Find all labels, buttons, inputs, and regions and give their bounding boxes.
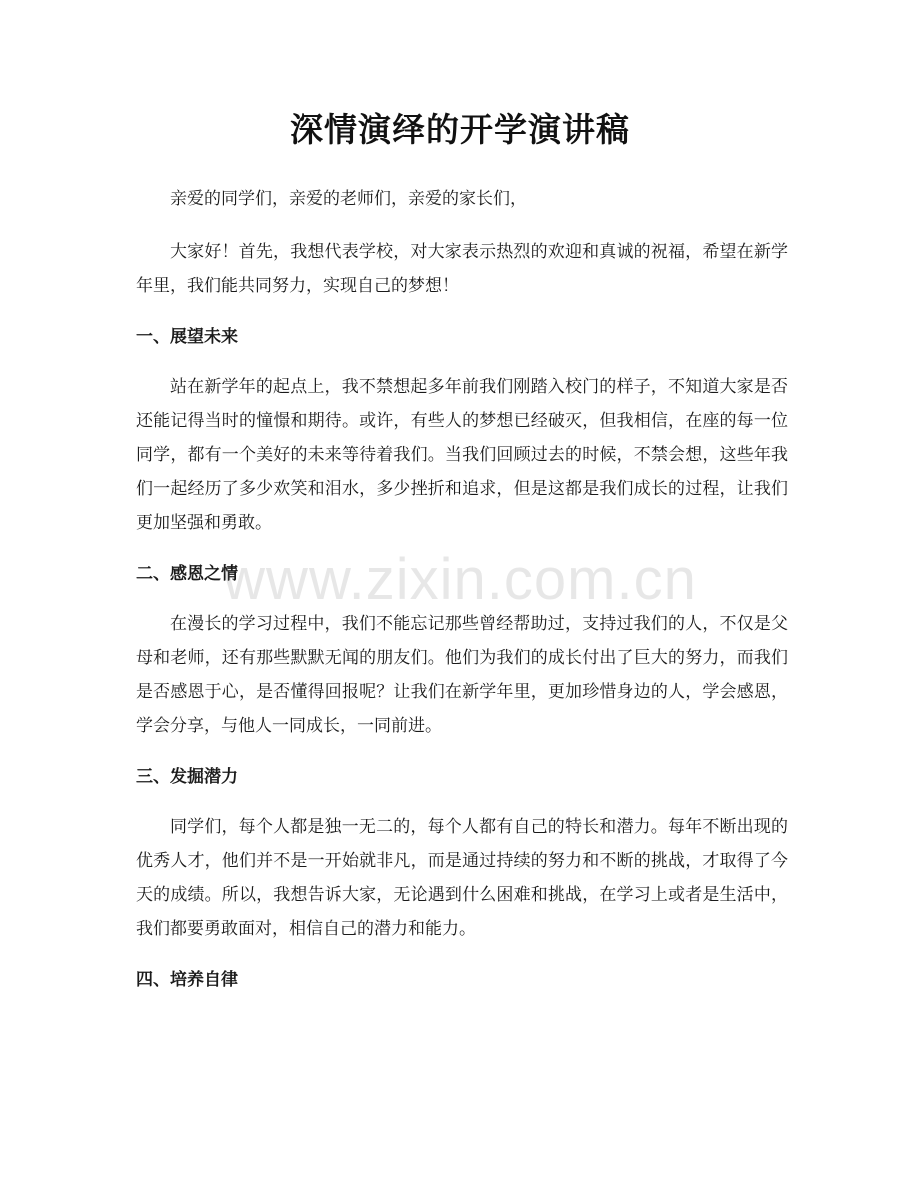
section-body-1: 站在新学年的起点上，我不禁想起多年前我们刚踏入校门的样子，不知道大家是否还能记得当时的憧憬和期待。或许，有些人的梦想已经破灭，但我相信，在座的每一位同学，都有一个美好的未来等待着我们。当我们回顾过去的时候，不禁会想，这些年我们一起经历了多少欢笑和泪水，多少挫折和追求，但是这都是我们成长的过程，让我们更加坚强和勇敢。 — [136, 377, 788, 533]
greeting-paragraph: 亲爱的同学们，亲爱的老师们，亲爱的家长们， — [170, 189, 527, 209]
section-heading-4: 四、培养自律 — [136, 970, 238, 990]
section-body-2: 在漫长的学习过程中，我们不能忘记那些曾经帮助过，支持过我们的人，不仅是父母和老师，还有那些默默无闻的朋友们。他们为我们的成长付出了巨大的努力，而我们是否感恩于心，是否懂得回报呢？让我们在新学年里，更加珍惜身边的人，学会感恩，学会分享，与他人一同成长，一同前进。 — [136, 614, 788, 736]
document-body — [136, 182, 788, 1013]
document-title: 深情演绎的开学演讲稿 — [290, 110, 630, 149]
watermark-text: www.zixin.com.cn — [223, 547, 697, 612]
section-heading-2: 二、感恩之情 — [136, 564, 238, 584]
section-heading-3: 三、发掘潜力 — [136, 767, 238, 787]
section-body-3: 同学们，每个人都是独一无二的，每个人都有自己的特长和潜力。每年不断出现的优秀人才，他们并不是一开始就非凡，而是通过持续的努力和不断的挑战，才取得了今天的成绩。所以，我想告诉大家，无论遇到什么困难和挑战，在学习上或者是生活中，我们都要勇敢面对，相信自己的潜力和能力。 — [136, 817, 788, 939]
intro-paragraph: 大家好！首先，我想代表学校，对大家表示热烈的欢迎和真诚的祝福，希望在新学年里，我们能共同努力，实现自己的梦想！ — [136, 242, 788, 296]
section-heading-1: 一、展望未来 — [136, 327, 238, 347]
